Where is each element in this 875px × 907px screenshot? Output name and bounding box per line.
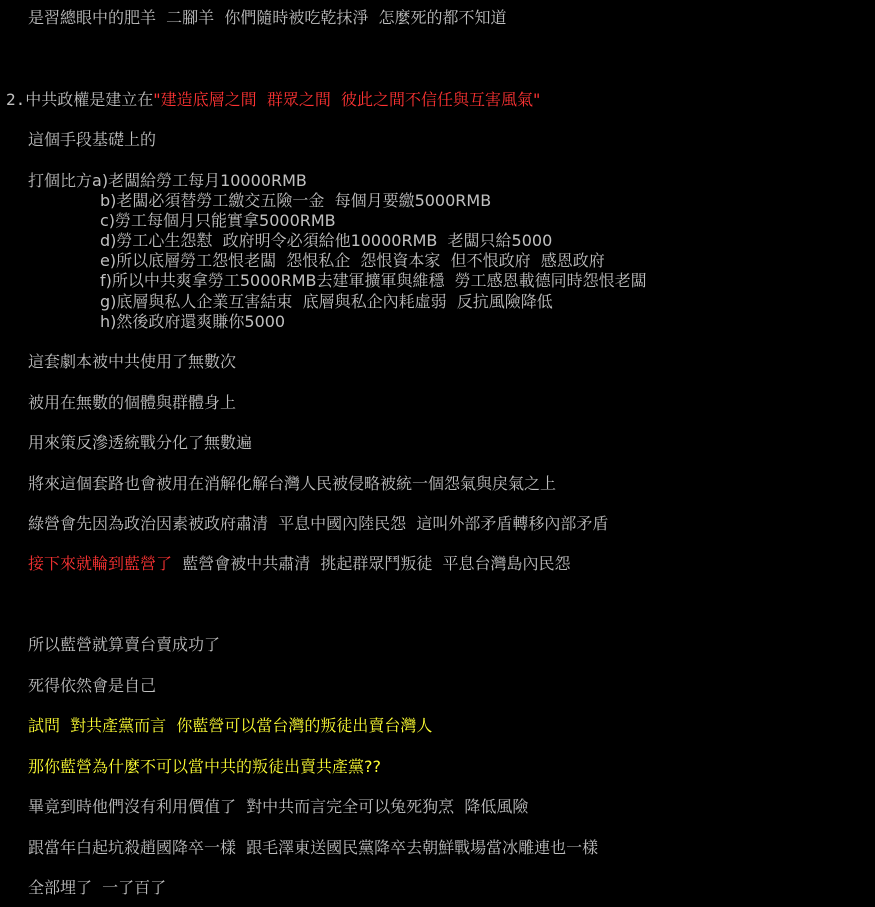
post-line: 畢竟到時他們沒有利用價值了 對中共而言完全可以兔死狗烹 降低風險 bbox=[28, 797, 529, 816]
list-item: b)老闆必須替勞工繳交五險一金 每個月要繳5000RMB bbox=[100, 191, 492, 210]
text-span: 中共政權是建立在 bbox=[25, 90, 154, 109]
highlight-yellow-text: 試問 對共產黨而言 你藍營可以當台灣的叛徒出賣台灣人 bbox=[28, 716, 433, 735]
highlight-yellow-text: 那你藍營為什麼不可以當中共的叛徒出賣共產黨?? bbox=[28, 757, 381, 776]
post-line: 所以藍營就算賣台賣成功了 bbox=[28, 635, 221, 654]
list-item: c)勞工每個月只能實拿5000RMB bbox=[100, 211, 336, 230]
list-item: e)所以底層勞工怨恨老闆 怨恨私企 怨恨資本家 但不恨政府 感恩政府 bbox=[100, 251, 605, 270]
post-line-point2 bbox=[6, 90, 540, 110]
list-item: h)然後政府還爽賺你5000 bbox=[100, 312, 286, 331]
post-line-example bbox=[28, 171, 307, 191]
post-line: 用來策反滲透統戰分化了無數遍 bbox=[28, 433, 253, 452]
post-line: 將來這個套路也會被用在消解化解台灣人民被侵略被統一個怨氣與戾氣之上 bbox=[28, 474, 557, 493]
list-item: d)勞工心生怨懟 政府明令必須給他10000RMB 老闆只給5000 bbox=[100, 231, 553, 250]
text-span: 打個比方 bbox=[28, 171, 93, 190]
post-line: 被用在無數的個體與群體身上 bbox=[28, 393, 237, 412]
highlight-red-text: 接下來就輪到藍營了 bbox=[28, 554, 173, 573]
post-line: 是習總眼中的肥羊 二腳羊 你們隨時被吃乾抹淨 怎麼死的都不知道 bbox=[28, 8, 507, 27]
post-line: 這個手段基礎上的 bbox=[28, 130, 157, 149]
list-item: g)底層與私人企業互害結束 底層與私企內耗虛弱 反抗風險降低 bbox=[100, 292, 553, 311]
highlight-red-text: "建造底層之間 群眾之間 彼此之間不信任與互害風氣" bbox=[153, 90, 541, 109]
post-line: 跟當年白起坑殺趙國降卒一樣 跟毛澤東送國民黨降卒去朝鮮戰場當冰雕連也一樣 bbox=[28, 838, 599, 857]
list-item: f)所以中共爽拿勞工5000RMB去建軍擴軍與維穩 勞工感恩載德同時怨恨老闆 bbox=[100, 271, 647, 290]
post-line: 全部埋了 一了百了 bbox=[28, 878, 167, 897]
post-line-blue bbox=[28, 554, 571, 574]
list-item: a)老闆給勞工每月10000RMB bbox=[92, 171, 307, 190]
list-number: 2. bbox=[6, 90, 26, 109]
post-line: 這套劇本被中共使用了無數次 bbox=[28, 352, 237, 371]
post-line: 死得依然會是自己 bbox=[28, 676, 157, 695]
post-line: 綠營會先因為政治因素被政府肅清 平息中國內陸民怨 這叫外部矛盾轉移內部矛盾 bbox=[28, 514, 609, 533]
text-span: 藍營會被中共肅清 挑起群眾鬥叛徒 平息台灣島內民怨 bbox=[172, 554, 571, 573]
